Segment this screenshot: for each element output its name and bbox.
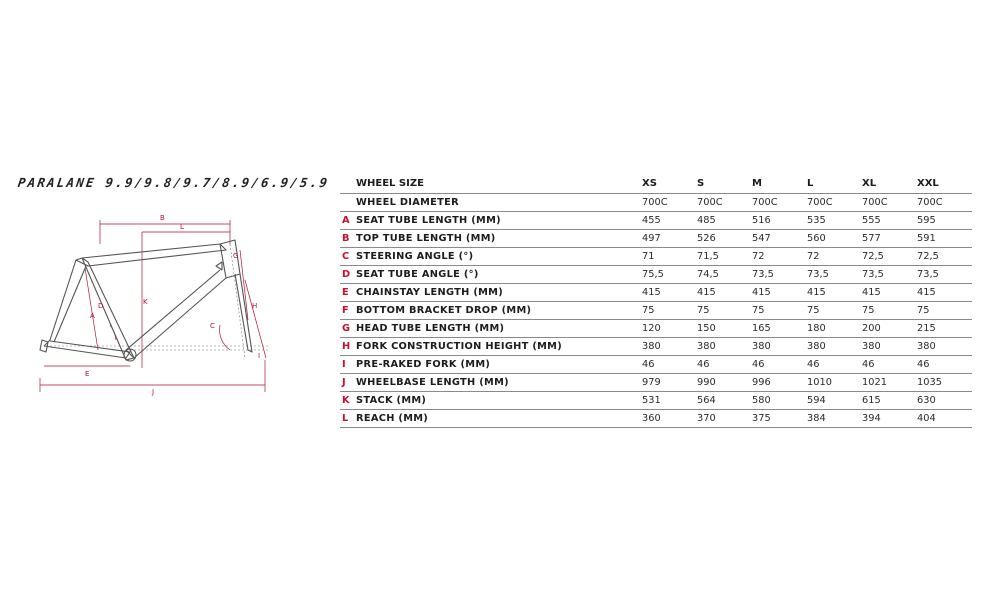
table-row: [340, 356, 972, 374]
row-value-cell: 74,5: [697, 266, 752, 284]
dim-arc-d: [110, 325, 116, 340]
row-parameter-name: STEERING ANGLE (°): [356, 248, 642, 266]
diagram-label-j: J: [152, 388, 155, 396]
table-row: [340, 266, 972, 284]
row-letter: D: [340, 266, 356, 284]
row-value-cell: 200: [862, 320, 917, 338]
row-value-cell: 1021: [862, 374, 917, 392]
row-value-cell: 72,5: [917, 248, 972, 266]
row-value-cell: 75: [697, 302, 752, 320]
row-parameter-name: SEAT TUBE ANGLE (°): [356, 266, 642, 284]
diagram-label-e: E: [85, 370, 90, 378]
frame-geometry-diagram: [30, 200, 292, 410]
header-letter-cell: [340, 175, 356, 194]
row-letter: K: [340, 392, 356, 410]
row-parameter-name: CHAINSTAY LENGTH (MM): [356, 284, 642, 302]
row-letter: E: [340, 284, 356, 302]
row-parameter-name: BOTTOM BRACKET DROP (MM): [356, 302, 642, 320]
row-value-cell: 75: [642, 302, 697, 320]
table-row: [340, 320, 972, 338]
row-letter: A: [340, 212, 356, 230]
down-tube: [126, 270, 226, 358]
row-parameter-name: STACK (MM): [356, 392, 642, 410]
row-letter: L: [340, 410, 356, 428]
row-value-cell: 595: [917, 212, 972, 230]
row-value-cell: 375: [752, 410, 807, 428]
row-value-cell: 979: [642, 374, 697, 392]
row-letter: [340, 194, 356, 212]
seat-stay: [44, 260, 76, 346]
row-value-cell: 516: [752, 212, 807, 230]
size-header-m: M: [752, 178, 762, 189]
row-value-cell: 75,5: [642, 266, 697, 284]
row-value-cell: 415: [752, 284, 807, 302]
row-value-cell: 415: [642, 284, 697, 302]
row-value-cell: 394: [862, 410, 917, 428]
row-value-cell: 990: [697, 374, 752, 392]
row-value-cell: 46: [642, 356, 697, 374]
row-value-cell: 547: [752, 230, 807, 248]
row-value-cell: 415: [697, 284, 752, 302]
table-row: [340, 284, 972, 302]
row-value-cell: 73,5: [752, 266, 807, 284]
row-value-cell: 46: [917, 356, 972, 374]
diagram-label-a: A: [90, 312, 95, 320]
diagram-label-c: C: [210, 322, 215, 330]
table-row: [340, 212, 972, 230]
row-value-cell: 591: [917, 230, 972, 248]
geometry-table-body: [340, 194, 972, 428]
row-value-cell: 526: [697, 230, 752, 248]
row-letter: J: [340, 374, 356, 392]
row-value-cell: 535: [807, 212, 862, 230]
seat-tube: [82, 258, 134, 360]
row-value-cell: 485: [697, 212, 752, 230]
row-value-cell: 700C: [807, 194, 862, 212]
row-value-cell: 404: [917, 410, 972, 428]
fork: [235, 274, 252, 352]
table-row: [340, 302, 972, 320]
head-badge: [216, 262, 222, 270]
row-parameter-name: HEAD TUBE LENGTH (MM): [356, 320, 642, 338]
row-parameter-name: FORK CONSTRUCTION HEIGHT (MM): [356, 338, 642, 356]
row-parameter-name: TOP TUBE LENGTH (MM): [356, 230, 642, 248]
diagram-label-h: H: [252, 302, 258, 310]
row-parameter-name: WHEEL DIAMETER: [356, 194, 642, 212]
row-letter: C: [340, 248, 356, 266]
table-row: [340, 230, 972, 248]
row-value-cell: 700C: [642, 194, 697, 212]
row-value-cell: 71: [642, 248, 697, 266]
row-value-cell: 577: [862, 230, 917, 248]
table-row: [340, 374, 972, 392]
row-value-cell: 615: [862, 392, 917, 410]
row-value-cell: 75: [752, 302, 807, 320]
row-value-cell: 455: [642, 212, 697, 230]
row-value-cell: 73,5: [862, 266, 917, 284]
row-value-cell: 150: [697, 320, 752, 338]
row-letter: F: [340, 302, 356, 320]
size-header-xs: XS: [642, 178, 657, 189]
row-value-cell: 1035: [917, 374, 972, 392]
table-row: [340, 194, 972, 212]
table-row: [340, 338, 972, 356]
row-value-cell: 75: [862, 302, 917, 320]
row-value-cell: 560: [807, 230, 862, 248]
row-value-cell: 497: [642, 230, 697, 248]
row-value-cell: 996: [752, 374, 807, 392]
row-value-cell: 380: [807, 338, 862, 356]
diagram-label-i: I: [258, 352, 261, 360]
frame-diagram-svg: [30, 200, 292, 410]
geometry-table: [340, 175, 972, 428]
row-value-cell: 564: [697, 392, 752, 410]
row-value-cell: 580: [752, 392, 807, 410]
row-value-cell: 531: [642, 392, 697, 410]
row-value-cell: 380: [862, 338, 917, 356]
row-value-cell: 700C: [862, 194, 917, 212]
dimension-lines: [40, 220, 266, 392]
dimension-labels: [85, 214, 260, 396]
row-value-cell: 415: [917, 284, 972, 302]
row-value-cell: 380: [697, 338, 752, 356]
reference-lines: [46, 244, 270, 358]
row-value-cell: 215: [917, 320, 972, 338]
row-value-cell: 1010: [807, 374, 862, 392]
row-value-cell: 380: [642, 338, 697, 356]
row-value-cell: 360: [642, 410, 697, 428]
row-value-cell: 72: [752, 248, 807, 266]
row-value-cell: 555: [862, 212, 917, 230]
header-label: WHEEL SIZE: [356, 178, 424, 189]
size-header-xxl: XXL: [917, 178, 939, 189]
dim-arc-c: [220, 325, 230, 350]
geometry-table-header: [340, 175, 972, 194]
table-row: [340, 248, 972, 266]
row-value-cell: 46: [807, 356, 862, 374]
diagram-label-l: L: [180, 223, 184, 231]
row-letter: I: [340, 356, 356, 374]
row-value-cell: 594: [807, 392, 862, 410]
diagram-label-b: B: [160, 214, 165, 222]
steering-axis-line: [230, 244, 245, 358]
row-value-cell: 73,5: [917, 266, 972, 284]
row-letter: B: [340, 230, 356, 248]
row-value-cell: 46: [752, 356, 807, 374]
diagram-label-k: K: [143, 298, 148, 306]
size-header-l: L: [807, 178, 814, 189]
row-value-cell: 370: [697, 410, 752, 428]
row-parameter-name: SEAT TUBE LENGTH (MM): [356, 212, 642, 230]
row-value-cell: 72: [807, 248, 862, 266]
diagram-label-g: G: [233, 252, 239, 260]
size-header-xl: XL: [862, 178, 877, 189]
row-value-cell: 46: [862, 356, 917, 374]
row-value-cell: 180: [807, 320, 862, 338]
row-value-cell: 700C: [752, 194, 807, 212]
row-value-cell: 415: [862, 284, 917, 302]
row-parameter-name: WHEELBASE LENGTH (MM): [356, 374, 642, 392]
top-tube: [76, 244, 226, 266]
row-value-cell: 73,5: [807, 266, 862, 284]
row-value-cell: 165: [752, 320, 807, 338]
row-parameter-name: REACH (MM): [356, 410, 642, 428]
row-value-cell: 700C: [697, 194, 752, 212]
row-parameter-name: PRE-RAKED FORK (MM): [356, 356, 642, 374]
table-row: [340, 410, 972, 428]
row-value-cell: 630: [917, 392, 972, 410]
diagram-label-d: D: [98, 302, 104, 310]
row-value-cell: 120: [642, 320, 697, 338]
row-letter: G: [340, 320, 356, 338]
chain-stay: [44, 341, 130, 358]
row-value-cell: 71,5: [697, 248, 752, 266]
row-value-cell: 75: [807, 302, 862, 320]
row-value-cell: 384: [807, 410, 862, 428]
table-row: [340, 392, 972, 410]
row-value-cell: 380: [752, 338, 807, 356]
row-value-cell: 75: [917, 302, 972, 320]
row-letter: H: [340, 338, 356, 356]
row-value-cell: 415: [807, 284, 862, 302]
row-value-cell: 72,5: [862, 248, 917, 266]
row-value-cell: 700C: [917, 194, 972, 212]
size-header-s: S: [697, 178, 705, 189]
row-value-cell: 380: [917, 338, 972, 356]
row-value-cell: 46: [697, 356, 752, 374]
model-title: PARALANE 9.9/9.8/9.7/8.9/6.9/5.9: [16, 175, 331, 190]
